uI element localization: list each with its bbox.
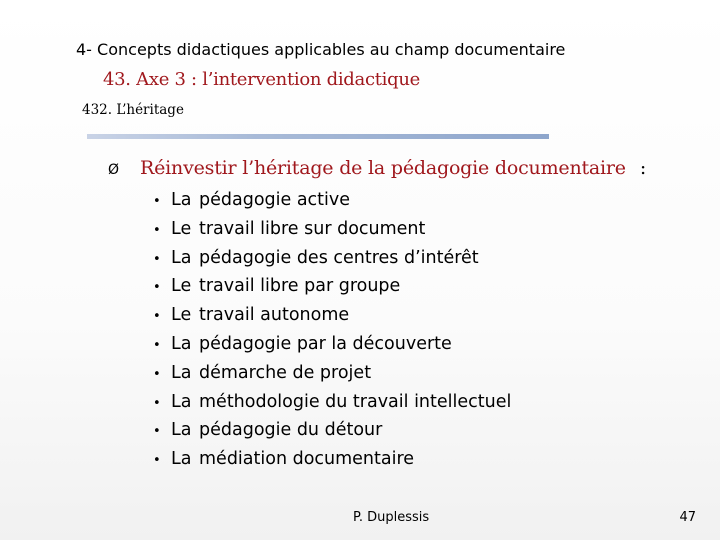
item-text: pédagogie active — [199, 190, 351, 210]
list-item — [153, 445, 511, 474]
lead-colon: : — [639, 157, 647, 179]
list-item — [153, 186, 511, 215]
bullet-icon: • — [153, 424, 161, 440]
item-article: La — [171, 247, 192, 268]
bullet-icon: • — [153, 337, 161, 353]
item-article: La — [171, 190, 192, 210]
bullet-icon: • — [153, 280, 161, 296]
item-text: travail libre sur document — [199, 218, 426, 239]
title-divider — [87, 134, 549, 139]
arrow-bullet-icon: Ø — [108, 162, 120, 178]
bullet-icon: • — [153, 251, 161, 267]
list-item — [153, 388, 511, 417]
bullet-icon: • — [153, 309, 161, 325]
lead-line — [108, 157, 646, 179]
item-text: pédagogie par la découverte — [199, 333, 452, 354]
heritage-list — [153, 186, 511, 474]
item-text: pédagogie des centres d’intérêt — [199, 247, 479, 268]
bullet-icon: • — [153, 453, 161, 469]
lead-text: Réinvestir l’héritage de la pédagogie documentaire — [140, 157, 626, 179]
item-article: La — [171, 449, 192, 470]
item-text: médiation documentaire — [199, 449, 415, 470]
bullet-icon: • — [153, 395, 161, 411]
subsection-title: 432. L’héritage — [82, 102, 184, 118]
list-item — [153, 215, 511, 244]
item-article: Le — [171, 305, 192, 326]
chapter-title: 4- Concepts didactiques applicables au champ documentaire — [76, 40, 566, 59]
item-article: Le — [171, 276, 192, 297]
item-article: La — [171, 420, 192, 441]
list-item — [153, 244, 511, 273]
list-item — [153, 359, 511, 388]
item-text: démarche de projet — [199, 362, 372, 383]
item-article: Le — [171, 218, 192, 239]
list-item — [153, 301, 511, 330]
page-number: 47 — [679, 510, 696, 525]
item-article: La — [171, 362, 192, 383]
item-article: La — [171, 391, 192, 412]
list-item — [153, 416, 511, 445]
item-text: travail autonome — [199, 305, 350, 326]
footer-author: P. Duplessis — [353, 510, 430, 525]
list-item — [153, 272, 511, 301]
list-item — [153, 330, 511, 359]
item-text: travail libre par groupe — [199, 276, 401, 297]
item-text: méthodologie du travail intellectuel — [199, 391, 512, 412]
bullet-icon: • — [153, 222, 161, 238]
bullet-icon: • — [153, 366, 161, 382]
item-text: pédagogie du détour — [199, 420, 383, 441]
section-title: 43. Axe 3 : l’intervention didactique — [103, 69, 420, 90]
item-article: La — [171, 333, 192, 354]
bullet-icon: • — [153, 194, 161, 209]
